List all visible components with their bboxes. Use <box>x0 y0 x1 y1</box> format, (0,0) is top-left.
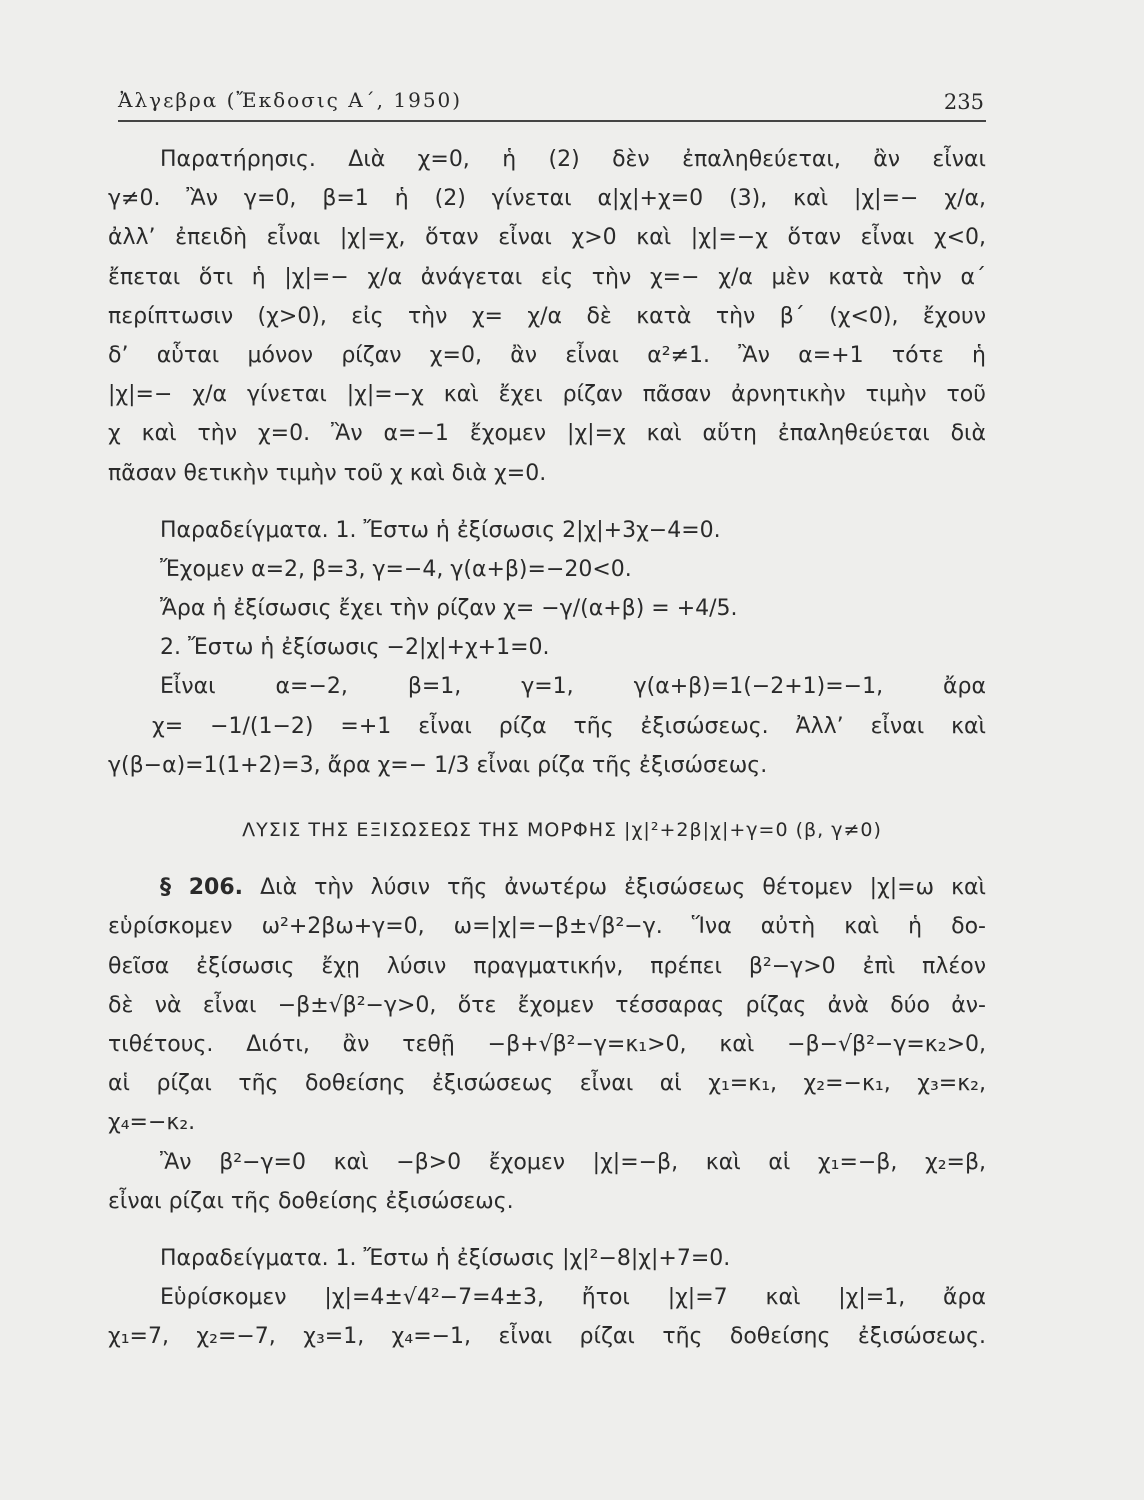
text-line: εἶναι ρίζαι τῆς δοθείσης ἐξισώσεως. <box>108 1188 514 1214</box>
text-line: δὲ νὰ εἶναι −β±√β²−γ>0, ὅτε ἔχομεν τέσσαρας ρίζας ἀνὰ δύο ἀν- <box>108 992 986 1018</box>
section-heading: ΛΥΣΙΣ ΤΗΣ ΕΞΙΣΩΣΕΩΣ ΤΗΣ ΜΟΡΦΗΣ |χ|²+2β|χ|+γ=0 (β, γ≠0) <box>242 819 882 841</box>
observation-paragraph <box>108 140 986 493</box>
text-line: ἀλλ’ ἐπειδὴ εἶναι |χ|=χ, ὅταν εἶναι χ>0 καὶ |χ|=−χ ὅταν εἶναι χ<0, <box>108 225 986 251</box>
section-206 <box>108 868 986 1221</box>
spacer <box>108 493 986 511</box>
text-line <box>108 868 986 907</box>
text-line: Παρατήρησις. Διὰ χ=0, ἡ (2) δὲν ἐπαληθεύεται, ἂν εἶναι <box>160 147 986 172</box>
section-number: § 206. <box>160 875 244 901</box>
text-line: θεῖσα ἐξίσωσις ἔχῃ λύσιν πραγματικήν, πρέπει β²−γ>0 ἐπὶ πλέον <box>108 953 986 979</box>
header-title: Ἀλγεβρα (Ἔκδοσις Α΄, 1950) <box>118 88 463 112</box>
text-line: Εἶναι α=−2, β=1, γ=1, γ(α+β)=1(−2+1)=−1, ἄρα <box>160 674 986 700</box>
page-body <box>108 140 986 1356</box>
text-line: Παραδείγματα. 1. Ἔστω ἡ ἐξίσωσις 2|χ|+3χ−4=0. <box>160 517 721 543</box>
text-line: χ= −1/(1−2) =+1 εἶναι ρίζα τῆς ἐξισώσεως. Ἀλλ’ εἶναι καὶ <box>152 713 986 739</box>
text-line: Ἔχομεν α=2, β=3, γ=−4, γ(α+β)=−20<0. <box>160 556 632 582</box>
examples-block-1 <box>108 511 986 785</box>
text-line: τιθέτους. Διότι, ἂν τεθῇ −β+√β²−γ=κ₁>0, καὶ −β−√β²−γ=κ₂>0, <box>108 1031 986 1057</box>
text-line: γ≠0. Ἂν γ=0, β=1 ἡ (2) γίνεται α|χ|+χ=0 (3), καὶ |χ|=− χ/α, <box>108 186 986 212</box>
text-line: Παραδείγματα. 1. Ἔστω ἡ ἐξίσωσις |χ|²−8|χ|+7=0. <box>160 1245 731 1271</box>
page-number: 235 <box>943 90 984 114</box>
text-line: γ(β−α)=1(1+2)=3, ἄρα χ=− 1/3 εἶναι ρίζα τῆς ἐξισώσεως. <box>108 752 768 778</box>
running-header <box>118 86 986 122</box>
text-line: δ’ αὗται μόνον ρίζαν χ=0, ἂν εἶναι α²≠1. Ἂν α=+1 τότε ἡ <box>108 342 986 368</box>
spacer <box>108 850 986 868</box>
text-line: χ₁=7, χ₂=−7, χ₃=1, χ₄=−1, εἶναι ρίζαι τῆς δοθείσης ἐξισώσεως. <box>108 1324 986 1350</box>
text-line: χ₄=−κ₂. <box>108 1110 196 1136</box>
examples-block-2 <box>108 1239 986 1357</box>
text-span: Διὰ τὴν λύσιν τῆς ἀνωτέρω ἐξισώσεως θέτομεν |χ|=ω καὶ <box>260 875 986 901</box>
text-line: πᾶσαν θετικὴν τιμὴν τοῦ χ καὶ διὰ χ=0. <box>108 460 547 486</box>
text-line: περίπτωσιν (χ>0), εἰς τὴν χ= χ/α δὲ κατὰ τὴν β΄ (χ<0), ἔχουν <box>108 303 986 329</box>
text-line: αἱ ρίζαι τῆς δοθείσης ἐξισώσεως εἶναι αἱ χ₁=κ₁, χ₂=−κ₁, χ₃=κ₂, <box>108 1071 986 1097</box>
text-line: Εὑρίσκομεν |χ|=4±√4²−7=4±3, ἤτοι |χ|=7 καὶ |χ|=1, ἄρα <box>160 1285 986 1311</box>
text-line: ἔπεται ὅτι ἡ |χ|=− χ/α ἀνάγεται εἰς τὴν χ=− χ/α μὲν κατὰ τὴν α΄ <box>108 264 986 290</box>
text-line: Ἄρα ἡ ἐξίσωσις ἔχει τὴν ρίζαν χ= −γ/(α+β) = +4/5. <box>160 596 738 622</box>
text-line: Ἂν β²−γ=0 καὶ −β>0 ἔχομεν |χ|=−β, καὶ αἱ χ₁=−β, χ₂=β, <box>160 1149 986 1175</box>
spacer <box>108 1221 986 1239</box>
text-line: 2. Ἔστω ἡ ἐξίσωσις −2|χ|+χ+1=0. <box>160 635 550 661</box>
spacer <box>108 785 986 811</box>
text-line: |χ|=− χ/α γίνεται |χ|=−χ καὶ ἔχει ρίζαν πᾶσαν ἀρνητικὴν τιμὴν τοῦ <box>108 382 986 408</box>
text-line: χ καὶ τὴν χ=0. Ἂν α=−1 ἔχομεν |χ|=χ καὶ αὕτη ἐπαληθεύεται διὰ <box>108 421 986 447</box>
text-line: εὑρίσκομεν ω²+2βω+γ=0, ω=|χ|=−β±√β²−γ. Ἵνα αὐτὴ καὶ ἡ δο- <box>108 914 986 940</box>
